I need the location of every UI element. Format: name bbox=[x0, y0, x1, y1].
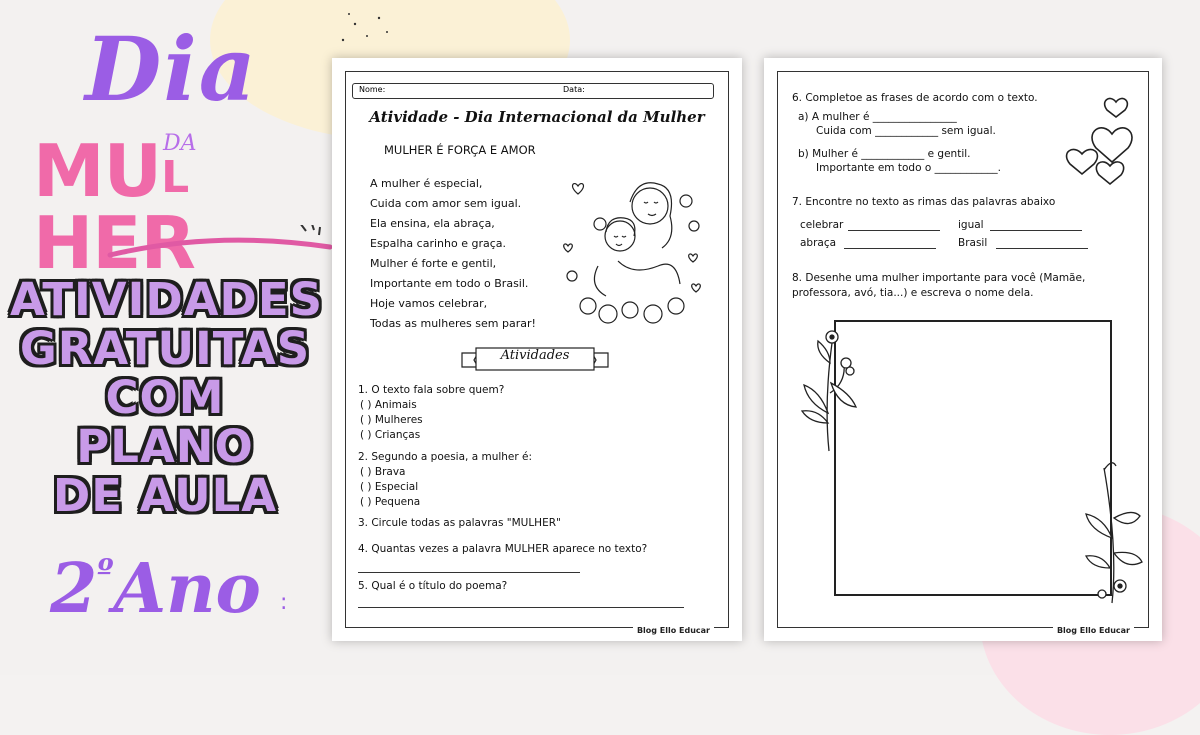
q2-option-pequena[interactable]: ( ) Pequena bbox=[360, 496, 421, 508]
page-footer: Blog Ello Educar bbox=[1053, 626, 1134, 635]
q6b-line1: b) Mulher é ____________ e gentil. bbox=[798, 148, 971, 160]
decorative-dots bbox=[335, 10, 395, 50]
q7-answer-igual[interactable] bbox=[990, 230, 1082, 231]
poem: A mulher é especial, Cuida com amor sem igual. Ela ensina, ela abraça, Espalha carinho e graça. Mulher é forte e gentil, Importante em todo o Brasil. Hoje vamos celebrar, Todas as mulheres sem parar! bbox=[370, 177, 536, 330]
swoosh-decoration bbox=[105, 225, 335, 265]
question-8-line2: professora, avó, tia...) e escreva o nome dela. bbox=[792, 287, 1034, 299]
q7-answer-abraca[interactable] bbox=[844, 248, 936, 249]
q2-option-especial[interactable]: ( ) Especial bbox=[360, 481, 419, 493]
drawing-area[interactable] bbox=[834, 320, 1112, 596]
title-dia: Dia bbox=[85, 17, 258, 121]
subtitle-block: ATIVIDADES GRATUITAS COM PLANO DE AULA bbox=[10, 273, 324, 522]
q7-word-igual: igual bbox=[958, 219, 984, 231]
poem-title: MULHER É FORÇA E AMOR bbox=[384, 143, 536, 157]
q6b-line2: Importante em todo o ____________. bbox=[816, 162, 1001, 174]
grade-label: $2^ºAno$ bbox=[50, 549, 261, 629]
page-footer: Blog Ello Educar bbox=[633, 626, 714, 635]
q1-option-animais[interactable]: ( ) Animais bbox=[360, 399, 417, 411]
flower-decoration-bottom-right bbox=[1082, 458, 1147, 608]
q2-option-brava[interactable]: ( ) Brava bbox=[360, 466, 406, 478]
q6a-line1: a) A mulher é ________________ bbox=[798, 111, 957, 123]
q1-option-mulheres[interactable]: ( ) Mulheres bbox=[360, 414, 423, 426]
q7-word-brasil: Brasil bbox=[958, 237, 988, 249]
q1-option-criancas[interactable]: ( ) Crianças bbox=[360, 429, 421, 441]
name-label: Nome: bbox=[359, 85, 386, 94]
cover-title bbox=[25, 15, 315, 285]
date-label: Data: bbox=[563, 85, 585, 94]
hearts-icon bbox=[1064, 96, 1142, 186]
worksheet-page-1 bbox=[332, 58, 742, 641]
answer-line-4[interactable] bbox=[358, 572, 580, 573]
worksheet-page-2 bbox=[764, 58, 1162, 641]
answer-line-5[interactable] bbox=[358, 607, 684, 608]
q7-answer-celebrar[interactable] bbox=[848, 230, 940, 231]
question-7: 7. Encontre no texto as rimas das palavras abaixo bbox=[792, 196, 1056, 208]
question-2: 2. Segundo a poesia, a mulher é: ( ) Brava ( ) Especial ( ) Pequena bbox=[358, 451, 533, 508]
question-4: 4. Quantas vezes a palavra MULHER aparece no texto? bbox=[358, 543, 648, 555]
q7-answer-brasil[interactable] bbox=[996, 248, 1088, 249]
flower-decoration-top-left bbox=[794, 323, 864, 453]
title-da: DA bbox=[163, 131, 197, 156]
q7-word-celebrar: celebrar bbox=[800, 219, 844, 231]
question-6: 6. Completoe as frases de acordo com o texto. bbox=[792, 92, 1038, 104]
mother-child-illustration bbox=[558, 166, 708, 331]
activities-banner-label: Atividades bbox=[500, 348, 570, 363]
question-3: 3. Circule todas as palavras "MULHER" bbox=[358, 517, 561, 529]
question-1: 1. O texto fala sobre quem? ( ) Animais ( ) Mulheres ( ) Crianças bbox=[358, 384, 505, 441]
question-5: 5. Qual é o título do poema? bbox=[358, 580, 508, 592]
q6a-line2: Cuida com ____________ sem igual. bbox=[816, 125, 996, 137]
name-date-bar bbox=[352, 83, 714, 99]
question-8-line1: 8. Desenhe uma mulher importante para você (Mamãe, bbox=[792, 272, 1086, 284]
title-mulher: MULHER bbox=[33, 129, 195, 285]
q7-word-abraca: abraça bbox=[800, 237, 837, 249]
grade-dots: : bbox=[280, 590, 288, 615]
activity-title: Atividade - Dia Internacional da Mulher bbox=[369, 108, 705, 126]
